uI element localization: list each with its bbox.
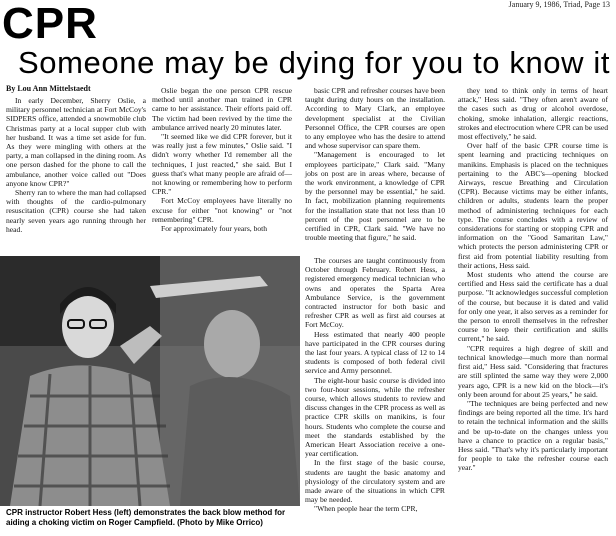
paragraph: Hess estimated that nearly 400 people have participated in the CPR courses during the last four years. A typical class of 12 to 14 students is composed of both federal civil service and Army personnel. <box>305 329 445 376</box>
paragraph: "When people hear the term CPR, <box>314 504 418 514</box>
paragraph: "The techniques are being perfected and new findings are being reported all the time. It's hard to retain the technical information and the skills and be up-to-date on the changes unless you have a chance to practice on a regular basis," Hess said. "That's why it's particularly important for people to take the refresher course each year." <box>458 398 608 473</box>
paragraph: "It seemed like we did CPR forever, but it was really just a few minutes," Oslie said. "I didn't worry whether I'd remember all the techniques, I just reacted," she said. But I guess that's what many people are afraid of—not knowing or remembering how to perform CPR." <box>152 132 292 197</box>
paragraph: "Management is encouraged to let employees participate," Clark said. "Many jobs on post are in areas where, because of the work environment, a knowledge of CPR by the personnel may be essential," he said. In fact, mobilization planning requirements for the installation state that not less than 10 percent of the post personnel are to be certified in CPR, Clark said. "We have no trouble meeting that figure," he said. <box>305 150 445 243</box>
paragraph: In early December, Sherry Oslie, a military personnel technician at Fort McCoy's SIDPERS office, attended a snowmobile club Christmas party at a local supper club with her husband. It was a time set aside for fun. As they were mingling with others at the party, a man collapsed in the dining room. As one person dashed for the phone to call the ambulance, another voice called out "Does anyone know CPR?" <box>6 96 146 188</box>
article-column-3-continued <box>305 256 445 514</box>
article-column-3 <box>305 86 445 242</box>
paragraph: they tend to think only in terms of heart attack," Hess said. "They often aren't aware of the cases such as drug or alcohol overdose, choking, smoke inhalation, allergic reactions, strokes and electrocution where CPR can be used most effectively," he said. <box>458 86 608 142</box>
photo-caption: CPR instructor Robert Hess (left) demonstrates the back blow method for aiding a choking victim on Roger Campfield. (Photo by Mike Orrico) <box>6 508 286 527</box>
paragraph: Oslie began the one person CPR rescue method until another man trained in CPR came to her assistance. Their efforts paid off. The victim had been revived by the time the ambulance arrived nearly 20 minutes later. <box>152 86 292 132</box>
news-photo <box>0 256 300 506</box>
dateline: January 9, 1986, Triad, Page 13 <box>508 0 610 9</box>
paragraph: For approximately four years, both <box>161 224 268 234</box>
headline: Someone may be dying for you to know it <box>18 45 611 80</box>
paragraph: basic CPR and refresher courses have been taught during duty hours on the installation. According to Mary Clark, an employee development specialist at the Civilian Personnel Office, the CPR courses are open to any employee who has the desire to attend and whose supervisor can spare them. <box>305 86 445 151</box>
article-column-2 <box>152 86 292 233</box>
article-column-1 <box>6 96 146 234</box>
paragraph: Over half of the basic CPR course time is spent learning and practicing techniques on manikins. Emphasis is placed on the techniques pertaining to the ABC's—opening blocked Airways, rescue Breathing and Circulation (CPR). Because victims may be either infants, children or adults, students learn the proper method of administering techniques for each type. The course concludes with a review of considerations for starting or stopping CPR and information on the "Good Samaritan Law," which protects the person administering CPR or first aid from potential liability resulting from their actions, Hess said. <box>458 141 608 270</box>
paragraph: Most students who attend the course are certified and Hess said the certificate has a dual purpose. "It acknowledges successful completion of the course, but because it is dated and valid for only one year, it also serves as a reminder for the person to enroll themselves in the refresher course to keep their certification and skills current," he said. <box>458 270 608 344</box>
byline: By Lou Ann Mittelstaedt <box>6 84 91 93</box>
paragraph: In the first stage of the basic course, students are taught the basic anatomy and physiology of the circulatory system and are made aware of the situations in which CPR may be needed. <box>305 458 445 505</box>
paragraph: Fort McCoy employees have literally no excuse for either "not knowing" or "not remembering" CPR. <box>152 196 292 224</box>
article-column-4 <box>458 86 608 473</box>
paragraph: Sherry ran to where the man had collapsed with thoughts of the cardio-pulmonary resuscitation (CPR) course she had taken nearly seven years ago running through her head. <box>6 188 146 234</box>
photo-illustration <box>0 256 300 506</box>
paragraph: The courses are taught continuously from October through February. Robert Hess, a registered emergency medical technician who owns and operates the Sparta Area Ambulance Service, is the government contracted instructor for both basic and refresher CPR as well as first aid courses at Fort McCoy. <box>305 256 445 330</box>
paragraph: "CPR requires a high degree of skill and technical knowledge—much more than normal first aid," Hess said. "Considering that fractures are still splinted the same way they were 2,000 years ago, CPR is a new kid on the block—it's only been around for about 25 years," he said. <box>458 343 608 399</box>
kicker-title: CPR <box>2 0 98 48</box>
paragraph: The eight-hour basic course is divided into two four-hour sessions, while the refresher course, which allows students to review and discuss changes in the CPR process as well as practice CPR skills on manikins, is four hours. Students who complete the course and meet the standards established by the American Heart Association receive a one-year certification. <box>305 375 445 459</box>
